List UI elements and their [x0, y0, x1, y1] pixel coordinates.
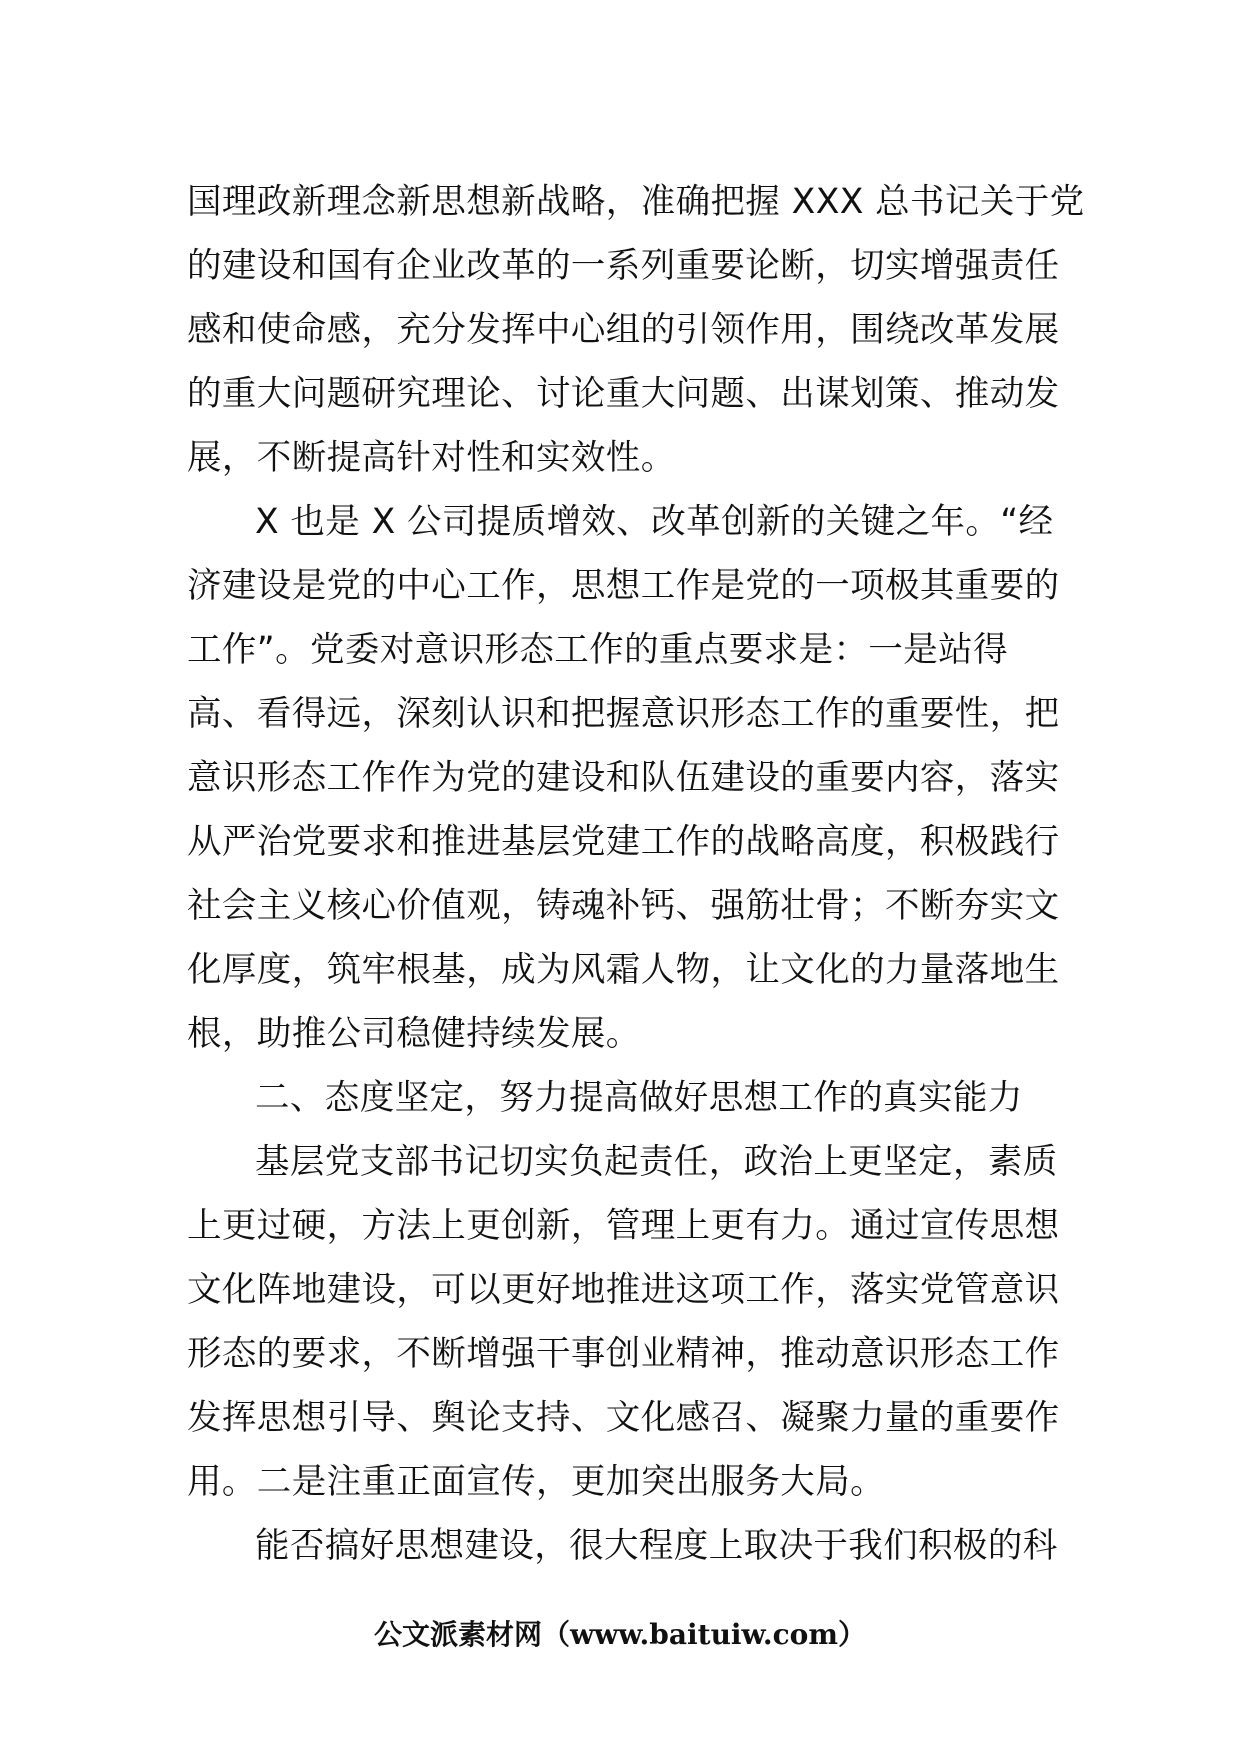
paragraph-start-line: 能否搞好思想建设，很大程度上取决于我们积极的科 [255, 1526, 1058, 1566]
footer-watermark: 公文派素材网（www.baituiw.com） [374, 1618, 866, 1651]
text-line: 高、看得远，深刻认识和把握意识形态工作的重要性，把 [187, 694, 1060, 734]
text-line: 展，不断提高针对性和实效性。 [187, 438, 676, 478]
text-line: 从严治党要求和推进基层党建工作的战略高度，积极践行 [187, 822, 1060, 862]
text-line: 意识形态工作作为党的建设和队伍建设的重要内容，落实 [187, 758, 1060, 798]
text-line: 上更过硬，方法上更创新，管理上更有力。通过宣传思想 [187, 1206, 1060, 1246]
text-line: 文化阵地建设，可以更好地推进这项工作，落实党管意识 [187, 1270, 1060, 1310]
section-heading: 二、态度坚定，努力提高做好思想工作的真实能力 [255, 1078, 1023, 1118]
text-line: 社会主义核心价值观，铸魂补钙、强筋壮骨；不断夯实文 [187, 886, 1060, 926]
text-line: 感和使命感，充分发挥中心组的引领作用，围绕改革发展 [187, 310, 1060, 350]
text-line: 形态的要求，不断增强干事创业精神，推动意识形态工作 [187, 1334, 1060, 1374]
text-line: 的建设和国有企业改革的一系列重要论断，切实增强责任 [187, 246, 1060, 286]
text-line: 化厚度，筑牢根基，成为风霜人物，让文化的力量落地生 [187, 950, 1060, 990]
text-line: 用。二是注重正面宣传，更加突出服务大局。 [187, 1462, 885, 1502]
paragraph-start-line: X 也是 X 公司提质增效、改革创新的关键之年。“经 [255, 502, 1054, 542]
paragraph-start-line: 基层党支部书记切实负起责任，政治上更坚定，素质 [255, 1142, 1058, 1182]
text-line: 工作”。党委对意识形态工作的重点要求是：一是站得 [187, 630, 1008, 670]
text-line: 国理政新理念新思想新战略，准确把握 XXX 总书记关于党 [187, 182, 1085, 222]
text-line: 的重大问题研究理论、讨论重大问题、出谋划策、推动发 [187, 374, 1060, 414]
document-body [187, 170, 1085, 1578]
text-line: 济建设是党的中心工作，思想工作是党的一项极其重要的 [187, 566, 1060, 606]
text-line: 根，助推公司稳健持续发展。 [187, 1014, 641, 1054]
text-line: 发挥思想引导、舆论支持、文化感召、凝聚力量的重要作 [187, 1398, 1060, 1438]
